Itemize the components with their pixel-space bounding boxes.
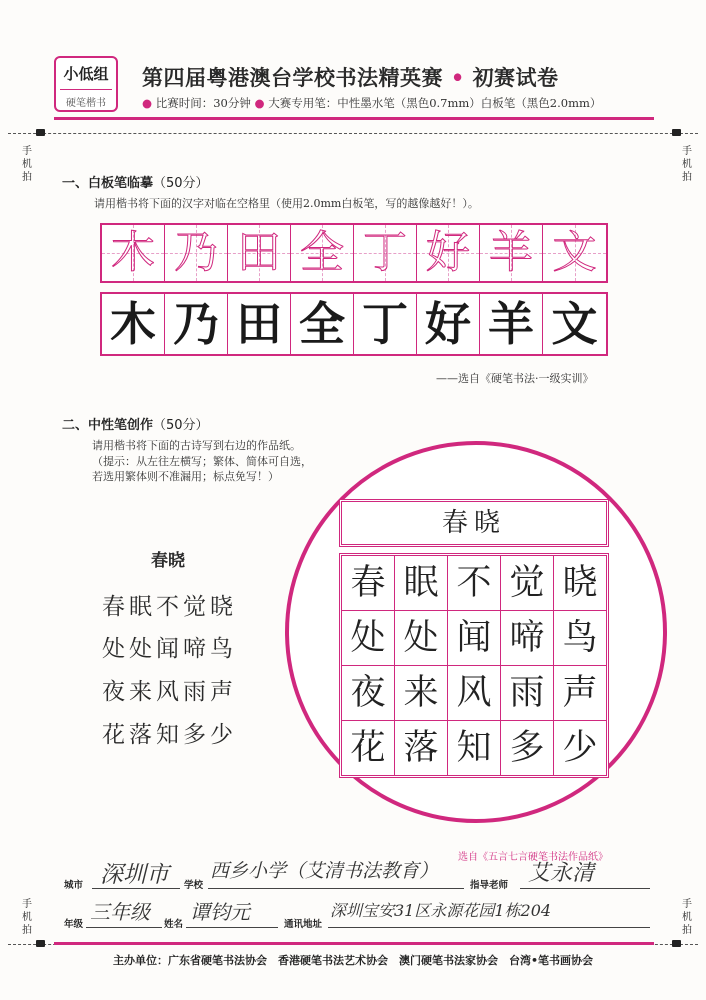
phone-photo-note-right-top: 手 机 拍 xyxy=(682,146,692,183)
bullet-icon: ● xyxy=(142,96,153,110)
trace-cell[interactable]: 好 xyxy=(417,225,480,281)
poem-line: 处处闻啼鸟 xyxy=(102,636,237,662)
city-label: 城市 xyxy=(64,880,84,891)
name-value[interactable]: 谭钧元 xyxy=(190,900,250,924)
poem-line: 花落知多少 xyxy=(102,722,237,748)
model-grid xyxy=(100,292,608,356)
section1-title: 一、白板笔临摹（50分） xyxy=(62,176,209,191)
phone-photo-note-left-bottom: 手 机 拍 xyxy=(22,899,32,936)
model-cell: 木 xyxy=(102,294,165,354)
camera-icon xyxy=(36,129,45,136)
group-badge xyxy=(54,56,118,112)
work-cell[interactable]: 春 xyxy=(342,556,395,610)
work-cell[interactable]: 少 xyxy=(562,728,598,768)
work-cell[interactable]: 处 xyxy=(395,611,448,665)
work-cell[interactable]: 声 xyxy=(562,673,598,713)
section1-source: ——选自《硬笔书法·一级实训》 xyxy=(436,372,594,385)
poem-title: 春晓 xyxy=(151,551,185,571)
city-underline xyxy=(92,888,180,889)
work-row xyxy=(342,666,606,721)
work-cell[interactable]: 落 xyxy=(395,721,448,775)
section2-instruction-1: 请用楷书将下面的古诗写到右边的作品纸。 xyxy=(92,439,301,452)
section1-instruction: 请用楷书将下面的汉字对临在空格里（使用2.0mm白板笔，写的越像越好！）。 xyxy=(94,197,479,210)
section2-instruction-3: 若选用繁体则不准漏用；标点免写！） xyxy=(92,470,279,483)
model-cell: 文 xyxy=(551,297,598,351)
teacher-label: 指导老师 xyxy=(470,880,509,891)
work-cell[interactable]: 啼 xyxy=(501,611,554,665)
trace-cell[interactable]: 全 xyxy=(291,225,354,281)
trace-cell[interactable]: 丁 xyxy=(354,225,417,281)
poem-line: 春眠不觉晓 xyxy=(102,594,237,620)
trace-cell[interactable]: 木 xyxy=(102,225,165,281)
trace-cell[interactable]: 田 xyxy=(228,225,291,281)
work-cell[interactable]: 风 xyxy=(448,666,501,720)
work-row xyxy=(342,556,606,611)
work-cell[interactable]: 花 xyxy=(342,721,395,775)
school-value[interactable]: 西乡小学（艾清书法教育） xyxy=(210,860,439,882)
phone-photo-note-right-bottom: 手 机 拍 xyxy=(682,899,692,936)
work-cell[interactable]: 知 xyxy=(448,721,501,775)
work-cell[interactable]: 不 xyxy=(448,556,501,610)
group-label: 小低组 xyxy=(63,65,109,83)
model-cell: 全 xyxy=(291,294,354,354)
model-cell: 好 xyxy=(417,294,480,354)
header-divider xyxy=(54,117,654,120)
address-value[interactable]: 深圳宝安31区永源花园1栋204 xyxy=(330,901,552,920)
work-grid xyxy=(339,553,609,778)
exam-pen: 大赛专用笔：中性墨水笔（黑色0.7mm）白板笔（黑色2.0mm） xyxy=(268,96,602,110)
school-label: 学校 xyxy=(184,880,204,891)
trace-grid xyxy=(100,223,608,283)
city-value[interactable]: 深圳市 xyxy=(100,862,169,888)
footer-divider xyxy=(54,942,654,945)
model-cell: 乃 xyxy=(165,294,228,354)
name-underline xyxy=(186,927,278,928)
trace-cell[interactable]: 羊 xyxy=(480,225,543,281)
work-cell[interactable]: 夜 xyxy=(342,666,395,720)
grade-value[interactable]: 三年级 xyxy=(90,900,150,924)
group-sub-label: 硬笔楷书 xyxy=(60,89,112,109)
title-separator: • xyxy=(450,65,465,90)
teacher-value[interactable]: 艾永清 xyxy=(528,861,595,886)
trace-cell[interactable]: 乃 xyxy=(165,225,228,281)
work-cell[interactable]: 雨 xyxy=(501,666,554,720)
work-title[interactable]: 春晓 xyxy=(339,499,609,547)
page-title xyxy=(142,62,559,92)
work-row xyxy=(342,611,606,666)
section2-instruction-2: （提示：从左往左横写；繁体、简体可自选， xyxy=(92,455,312,468)
grade-underline xyxy=(86,927,162,928)
exam-info xyxy=(142,95,601,111)
work-row xyxy=(342,721,606,775)
organizers: 主办单位：广东省硬笔书法协会 香港硬笔书法艺术协会 澳门硬笔书法家协会 台湾•笔书画协会 xyxy=(112,954,594,967)
address-label: 通讯地址 xyxy=(284,919,323,930)
top-cut-line xyxy=(8,133,698,134)
school-underline xyxy=(208,888,464,889)
work-cell[interactable]: 觉 xyxy=(501,556,554,610)
poem-line: 夜来风雨声 xyxy=(102,679,237,705)
model-cell: 羊 xyxy=(480,294,543,354)
camera-icon xyxy=(672,940,681,947)
section2-title: 二、中性笔创作（50分） xyxy=(62,418,209,433)
trace-cell[interactable]: 文 xyxy=(543,225,606,281)
model-cell: 丁 xyxy=(354,294,417,354)
title-round: 初赛试卷 xyxy=(472,65,559,90)
teacher-underline xyxy=(520,888,650,889)
work-cell[interactable]: 多 xyxy=(501,721,554,775)
address-underline xyxy=(328,927,650,928)
phone-photo-note-left-top: 手 机 拍 xyxy=(22,146,32,183)
name-label: 姓名 xyxy=(164,919,184,930)
work-cell[interactable]: 闻 xyxy=(448,611,501,665)
title-main: 第四届粤港澳台学校书法精英赛 xyxy=(142,65,443,90)
bullet-icon: ● xyxy=(254,96,265,110)
grade-label: 年级 xyxy=(64,919,84,930)
work-paper-source: 选自《五言七言硬笔书法作品纸》 xyxy=(458,852,608,863)
work-cell[interactable]: 眠 xyxy=(395,556,448,610)
work-cell[interactable]: 晓 xyxy=(562,563,598,603)
exam-time: 比赛时间：30分钟 xyxy=(155,96,251,110)
model-cell: 田 xyxy=(228,294,291,354)
work-cell[interactable]: 来 xyxy=(395,666,448,720)
camera-icon xyxy=(36,940,45,947)
work-cell[interactable]: 处 xyxy=(342,611,395,665)
camera-icon xyxy=(672,129,681,136)
work-cell[interactable]: 鸟 xyxy=(562,618,598,658)
